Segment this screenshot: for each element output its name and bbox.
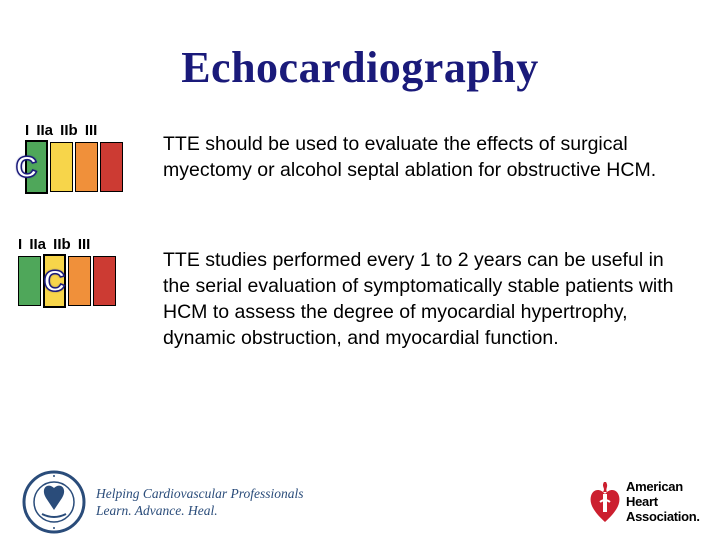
class-header: I IIa IIb III — [25, 122, 98, 139]
heart-torch-icon — [588, 478, 622, 524]
class-bars — [15, 142, 125, 194]
slide-title: Echocardiography — [181, 43, 539, 92]
recommendation-1-text: TTE should be used to evaluate the effects of surgical myectomy or alcohol septal ablation for obstructive HCM. — [163, 133, 657, 181]
class-i-bar — [18, 256, 41, 306]
acc-tagline-line2: Learn. Advance. Heal. — [96, 503, 218, 518]
class-bars — [18, 256, 118, 308]
level-of-evidence-badge: C — [15, 151, 38, 184]
aha-line2: Heart — [626, 493, 658, 509]
class-iib-bar — [75, 142, 98, 192]
level-of-evidence-badge: C — [43, 265, 66, 298]
recommendation-1-class-indicator — [15, 122, 125, 194]
aha-branding — [588, 478, 700, 524]
recommendation-2-class-indicator — [18, 236, 118, 308]
acc-branding — [22, 470, 304, 534]
class-iib-bar — [68, 256, 91, 306]
class-iii-bar — [93, 256, 116, 306]
acc-seal-icon — [22, 470, 86, 534]
recommendation-2-text: TTE studies performed every 1 to 2 years can be useful in the serial evaluation of symptomatically stable patients with HCM to assess the degree of myocardial hypertrophy, dynamic obstruction, and myocardial function. — [163, 249, 674, 349]
class-header: I IIa IIb III — [18, 236, 91, 253]
class-iii-bar — [100, 142, 123, 192]
aha-wordmark — [626, 479, 700, 524]
acc-tagline-line1: Helping Cardiovascular Professionals — [96, 486, 304, 501]
acc-tagline — [96, 485, 304, 519]
class-iia-bar — [50, 142, 73, 192]
aha-line1: American — [626, 478, 683, 494]
aha-line3: Association. — [626, 508, 700, 524]
